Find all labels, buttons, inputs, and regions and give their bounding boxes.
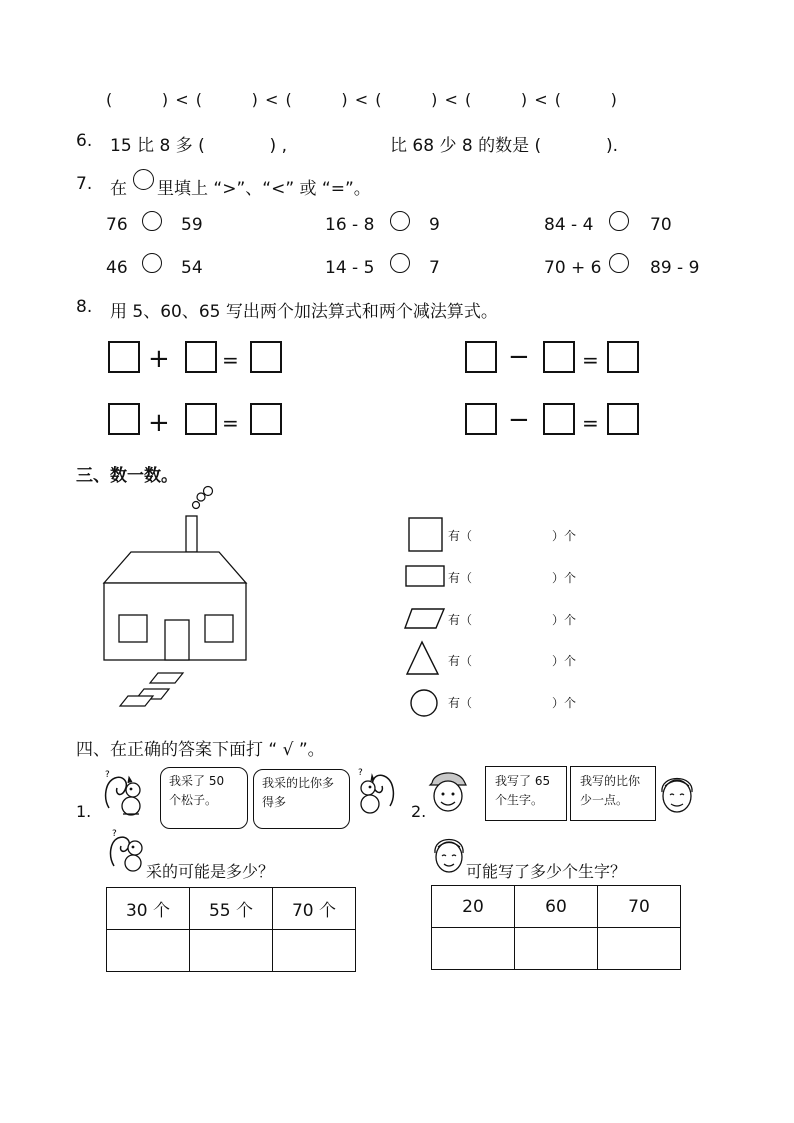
circle-icon (133, 169, 154, 190)
q7-number: 7. (76, 174, 93, 194)
answer-box[interactable] (607, 341, 639, 373)
option-cell: 60 (515, 886, 598, 928)
p2-question: 可能写了多少个生字？ (466, 862, 627, 881)
count-suffix: ）个 (552, 696, 577, 710)
squirrel-icon (103, 768, 151, 818)
squirrel-icon (108, 826, 148, 874)
svg-text:?: ? (358, 768, 363, 778)
compare-circle[interactable] (142, 211, 162, 231)
answer-box[interactable] (465, 403, 497, 435)
answer-box[interactable] (543, 341, 575, 373)
compare-right: 59 (181, 215, 203, 235)
equals-sign: = (222, 411, 239, 435)
answer-box[interactable] (185, 341, 217, 373)
squirrel-icon (354, 766, 396, 816)
boy-face-icon (428, 765, 468, 815)
count-suffix: ）个 (552, 529, 577, 543)
answer-box[interactable] (607, 403, 639, 435)
section-3-title: 三、数一数。 (76, 466, 178, 486)
compare-left: 84 - 4 (544, 215, 594, 235)
minus-sign: − (508, 342, 530, 372)
option-cell: 30 个 (107, 888, 190, 930)
speech-bubble-left: 我采了 50 个松子。 (160, 767, 248, 829)
option-cell: 70 (598, 886, 681, 928)
count-prefix: 有（ (448, 613, 473, 627)
answer-box[interactable] (543, 403, 575, 435)
section-4-title: 四、在正确的答案下面打 “ √ ”。 (76, 740, 325, 760)
option-cell: 20 (432, 886, 515, 928)
q6-left-text: 15 比 8 多 ( ) , (110, 136, 287, 156)
p2-number: 2. (411, 802, 427, 821)
p1-number: 1. (76, 802, 92, 821)
equals-sign: = (582, 411, 599, 435)
count-suffix: ）个 (552, 613, 577, 627)
count-suffix: ）个 (552, 654, 577, 668)
check-cell[interactable] (273, 930, 356, 972)
compare-circle[interactable] (609, 253, 629, 273)
compare-left: 70 + 6 (544, 258, 602, 278)
rectangle-shape-icon (405, 565, 447, 589)
q6-number: 6. (76, 131, 93, 151)
girl-face-icon (431, 829, 467, 877)
answer-box[interactable] (250, 403, 282, 435)
compare-right: 70 (650, 215, 672, 235)
check-cell[interactable] (432, 928, 515, 970)
compare-left: 16 - 8 (325, 215, 375, 235)
q7-prompt-b: 里填上 “>”、“<” 或 “=”。 (157, 179, 371, 199)
compare-left: 46 (106, 258, 128, 278)
count-prefix: 有（ (448, 696, 473, 710)
check-cell[interactable] (107, 930, 190, 972)
answer-box[interactable] (108, 403, 140, 435)
triangle-shape-icon (406, 640, 440, 676)
option-cell: 55 个 (190, 888, 273, 930)
compare-circle[interactable] (609, 211, 629, 231)
compare-right: 9 (429, 215, 440, 235)
equals-sign: = (582, 348, 599, 372)
check-cell[interactable] (190, 930, 273, 972)
answer-box[interactable] (250, 341, 282, 373)
speech-bubble-right: 我采的比你多得多 (253, 769, 350, 829)
q8-number: 8. (76, 297, 93, 317)
q6-right-text: 比 68 少 8 的数是 ( ). (390, 136, 618, 156)
plus-sign: + (148, 408, 170, 438)
svg-text:?: ? (112, 829, 117, 839)
answer-box[interactable] (465, 341, 497, 373)
count-prefix: 有（ (448, 571, 473, 585)
circle-shape-icon (409, 688, 439, 718)
svg-text:?: ? (105, 770, 110, 780)
parallelogram-shape-icon (404, 608, 446, 630)
ordering-blanks-row: ( ) < ( ) < ( ) < ( ) < ( ) < ( ) (106, 90, 618, 109)
compare-circle[interactable] (142, 253, 162, 273)
p1-question: 采的可能是多少？ (146, 862, 275, 881)
plus-sign: + (148, 344, 170, 374)
p2-answer-table (431, 885, 681, 970)
girl-face-icon (657, 766, 697, 818)
answer-box[interactable] (108, 341, 140, 373)
count-prefix: 有（ (448, 654, 473, 668)
p1-answer-table (106, 887, 356, 972)
answer-box[interactable] (185, 403, 217, 435)
minus-sign: − (508, 405, 530, 435)
compare-right: 7 (429, 258, 440, 278)
house-drawing (95, 485, 265, 715)
speech-bubble-right: 我写的比你少一点。 (570, 766, 656, 821)
count-suffix: ）个 (552, 571, 577, 585)
q7-prompt-a: 在 (110, 179, 127, 199)
compare-left: 76 (106, 215, 128, 235)
check-cell[interactable] (515, 928, 598, 970)
equals-sign: = (222, 348, 239, 372)
check-cell[interactable] (598, 928, 681, 970)
speech-bubble-left: 我写了 65 个生字。 (485, 766, 567, 821)
square-shape-icon (408, 517, 444, 553)
compare-circle[interactable] (390, 253, 410, 273)
count-prefix: 有（ (448, 529, 473, 543)
q8-prompt: 用 5、60、65 写出两个加法算式和两个减法算式。 (110, 302, 498, 322)
compare-right: 54 (181, 258, 203, 278)
compare-circle[interactable] (390, 211, 410, 231)
compare-left: 14 - 5 (325, 258, 375, 278)
option-cell: 70 个 (273, 888, 356, 930)
compare-right: 89 - 9 (650, 258, 700, 278)
